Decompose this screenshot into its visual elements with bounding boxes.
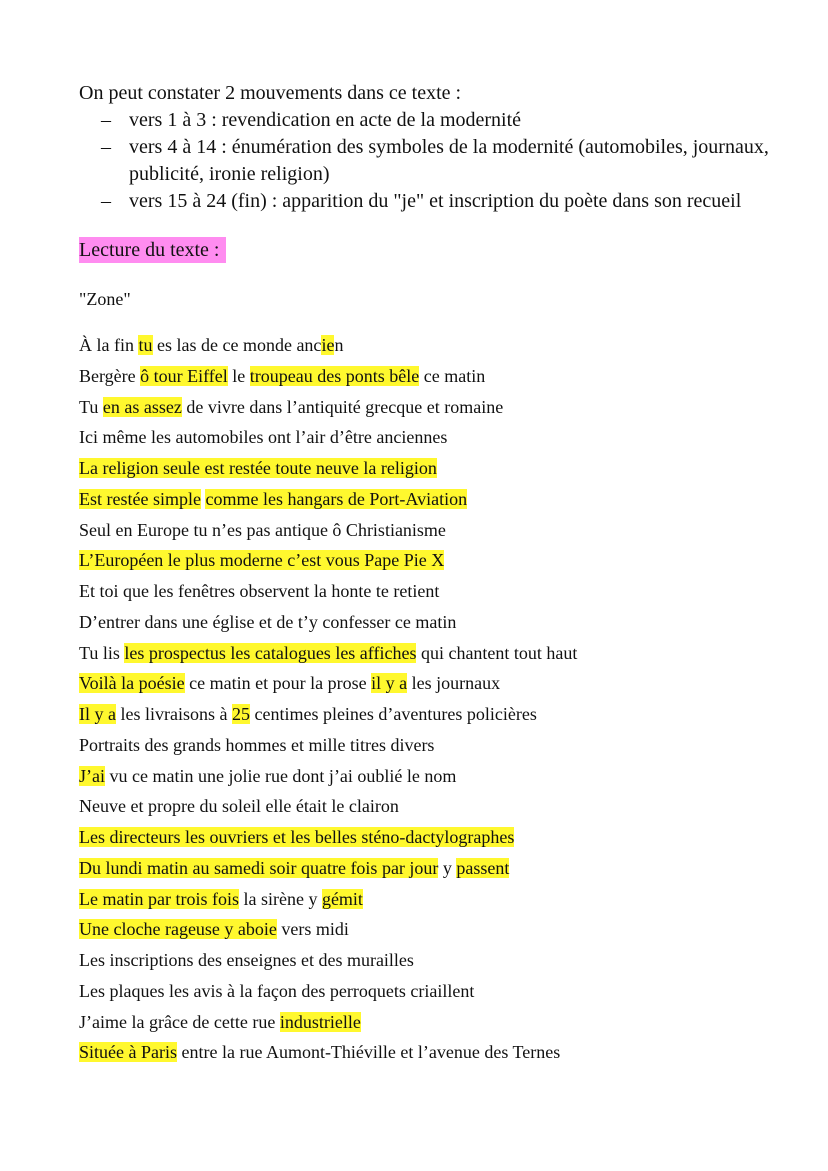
movement-list	[79, 107, 779, 215]
intro-text: On peut constater 2 mouvements dans ce texte :	[79, 82, 462, 104]
poem-line	[79, 422, 779, 453]
line-text: Seul en Europe tu n’es pas antique ô Christianisme	[79, 519, 446, 540]
line-text: Portraits des grands hommes et mille titres divers	[79, 734, 435, 755]
line-text: les livraisons à	[115, 704, 232, 724]
poem-line	[79, 453, 779, 484]
line-text: les journaux	[407, 673, 501, 694]
movement-item	[79, 134, 779, 188]
highlighted-text: ie	[321, 335, 335, 355]
line-text: Tu lis	[79, 642, 125, 663]
dash-bullet-icon: –	[101, 136, 111, 158]
line-text: qui chantent tout haut	[416, 642, 578, 663]
highlighted-text: Du lundi matin au samedi soir quatre fois par jour	[79, 857, 439, 878]
dash-bullet-icon: –	[101, 109, 111, 131]
line-text: D’entrer dans une église et de t’y confesser ce matin	[79, 611, 457, 632]
poem-line	[79, 1037, 779, 1068]
line-text: vers midi	[276, 919, 349, 940]
highlighted-text: Il y a	[79, 704, 116, 724]
movement-text: vers 1 à 3 : revendication en acte de la modernité	[129, 109, 522, 131]
movement-item	[79, 107, 779, 134]
line-text: le	[227, 365, 250, 386]
highlighted-text: en as assez	[102, 396, 182, 417]
line-text: n	[334, 335, 344, 355]
highlighted-text: les prospectus les catalogues les affiches	[124, 642, 417, 663]
line-text: Les inscriptions des enseignes et des murailles	[79, 950, 414, 970]
line-text: entre la rue Aumont-Thiéville et l’avenue des Ternes	[176, 1042, 561, 1063]
line-text: ce matin et pour la prose	[184, 673, 372, 694]
line-text: vu ce matin une jolie rue dont j’ai oublié le nom	[105, 765, 457, 786]
poem-line	[79, 730, 779, 761]
highlighted-text: comme les hangars de Port-Aviation	[205, 488, 468, 509]
highlighted-text: L’Européen le plus moderne c’est vous Pape Pie X	[79, 550, 445, 571]
poem-line	[79, 914, 779, 945]
highlighted-text: Une cloche rageuse y aboie	[79, 919, 277, 940]
line-text: Ici même les automobiles ont l’air d’être anciennes	[79, 427, 448, 448]
poem-line	[79, 853, 779, 884]
poem-line	[79, 392, 779, 423]
poem-line	[79, 484, 779, 515]
line-text: ce matin	[419, 365, 486, 386]
poem-line	[79, 545, 779, 576]
poem-line	[79, 330, 779, 361]
poem-title: "Zone"	[79, 289, 131, 309]
poem-line	[79, 607, 779, 638]
movement-text: vers 4 à 14 : énumération des symboles de la modernité (automobiles, journaux, publicité, ironie religion)	[129, 136, 769, 185]
section-heading	[79, 237, 779, 264]
section-heading-label: Lecture du texte :	[79, 237, 226, 263]
movement-item	[79, 188, 779, 215]
highlighted-text: troupeau des ponts bêle	[249, 365, 420, 386]
line-text: Les plaques les avis à la façon des perroquets criaillent	[79, 980, 475, 1001]
highlighted-text: passent	[456, 857, 510, 878]
line-text: centimes pleines d’aventures policières	[249, 704, 537, 724]
poem-line	[79, 884, 779, 915]
poem-line	[79, 945, 779, 976]
poem-line	[79, 822, 779, 853]
line-text: la sirène y	[238, 888, 322, 909]
highlighted-text: Voilà la poésie	[79, 673, 185, 694]
line-text: de vivre dans l’antiquité grecque et romaine	[181, 396, 504, 417]
line-text: es las de ce monde anc	[152, 335, 322, 355]
highlighted-text: Située à Paris	[79, 1042, 177, 1063]
poem-line	[79, 761, 779, 792]
dash-bullet-icon: –	[101, 190, 111, 212]
poem-line	[79, 668, 779, 699]
highlighted-text: gémit	[321, 888, 363, 909]
poem-line	[79, 791, 779, 822]
line-text: À la fin	[79, 335, 139, 355]
line-text: Bergère	[79, 365, 141, 386]
highlighted-text: il y a	[371, 673, 408, 694]
poem-line	[79, 699, 779, 730]
poem-line	[79, 638, 779, 669]
line-text: y	[438, 857, 457, 878]
poem-body	[79, 330, 779, 1068]
highlighted-text: 25	[231, 704, 250, 724]
highlighted-text: Est restée simple	[79, 488, 201, 509]
poem-line	[79, 1007, 779, 1038]
highlighted-text: tu	[138, 335, 153, 355]
poem-line	[79, 976, 779, 1007]
line-text: Neuve et propre du soleil elle était le clairon	[79, 796, 399, 817]
document-page	[79, 80, 779, 1068]
poem-line	[79, 576, 779, 607]
highlighted-text: ô tour Eiffel	[140, 365, 228, 386]
line-text: Et toi que les fenêtres observent la honte te retient	[79, 581, 440, 601]
highlighted-text: Le matin par trois fois	[79, 888, 239, 909]
poem-line	[79, 515, 779, 546]
poem-line	[79, 361, 779, 392]
highlighted-text: La religion seule est restée toute neuve la religion	[79, 458, 437, 478]
line-text: J’aime la grâce de cette rue	[79, 1011, 280, 1032]
highlighted-text: Les directeurs les ouvriers et les belles sténo-dactylographes	[79, 827, 515, 847]
highlighted-text: J’ai	[79, 765, 105, 786]
line-text: Tu	[79, 396, 103, 417]
movement-text: vers 15 à 24 (fin) : apparition du "je" et inscription du poète dans son recueil	[129, 190, 742, 212]
highlighted-text: industrielle	[279, 1011, 361, 1032]
